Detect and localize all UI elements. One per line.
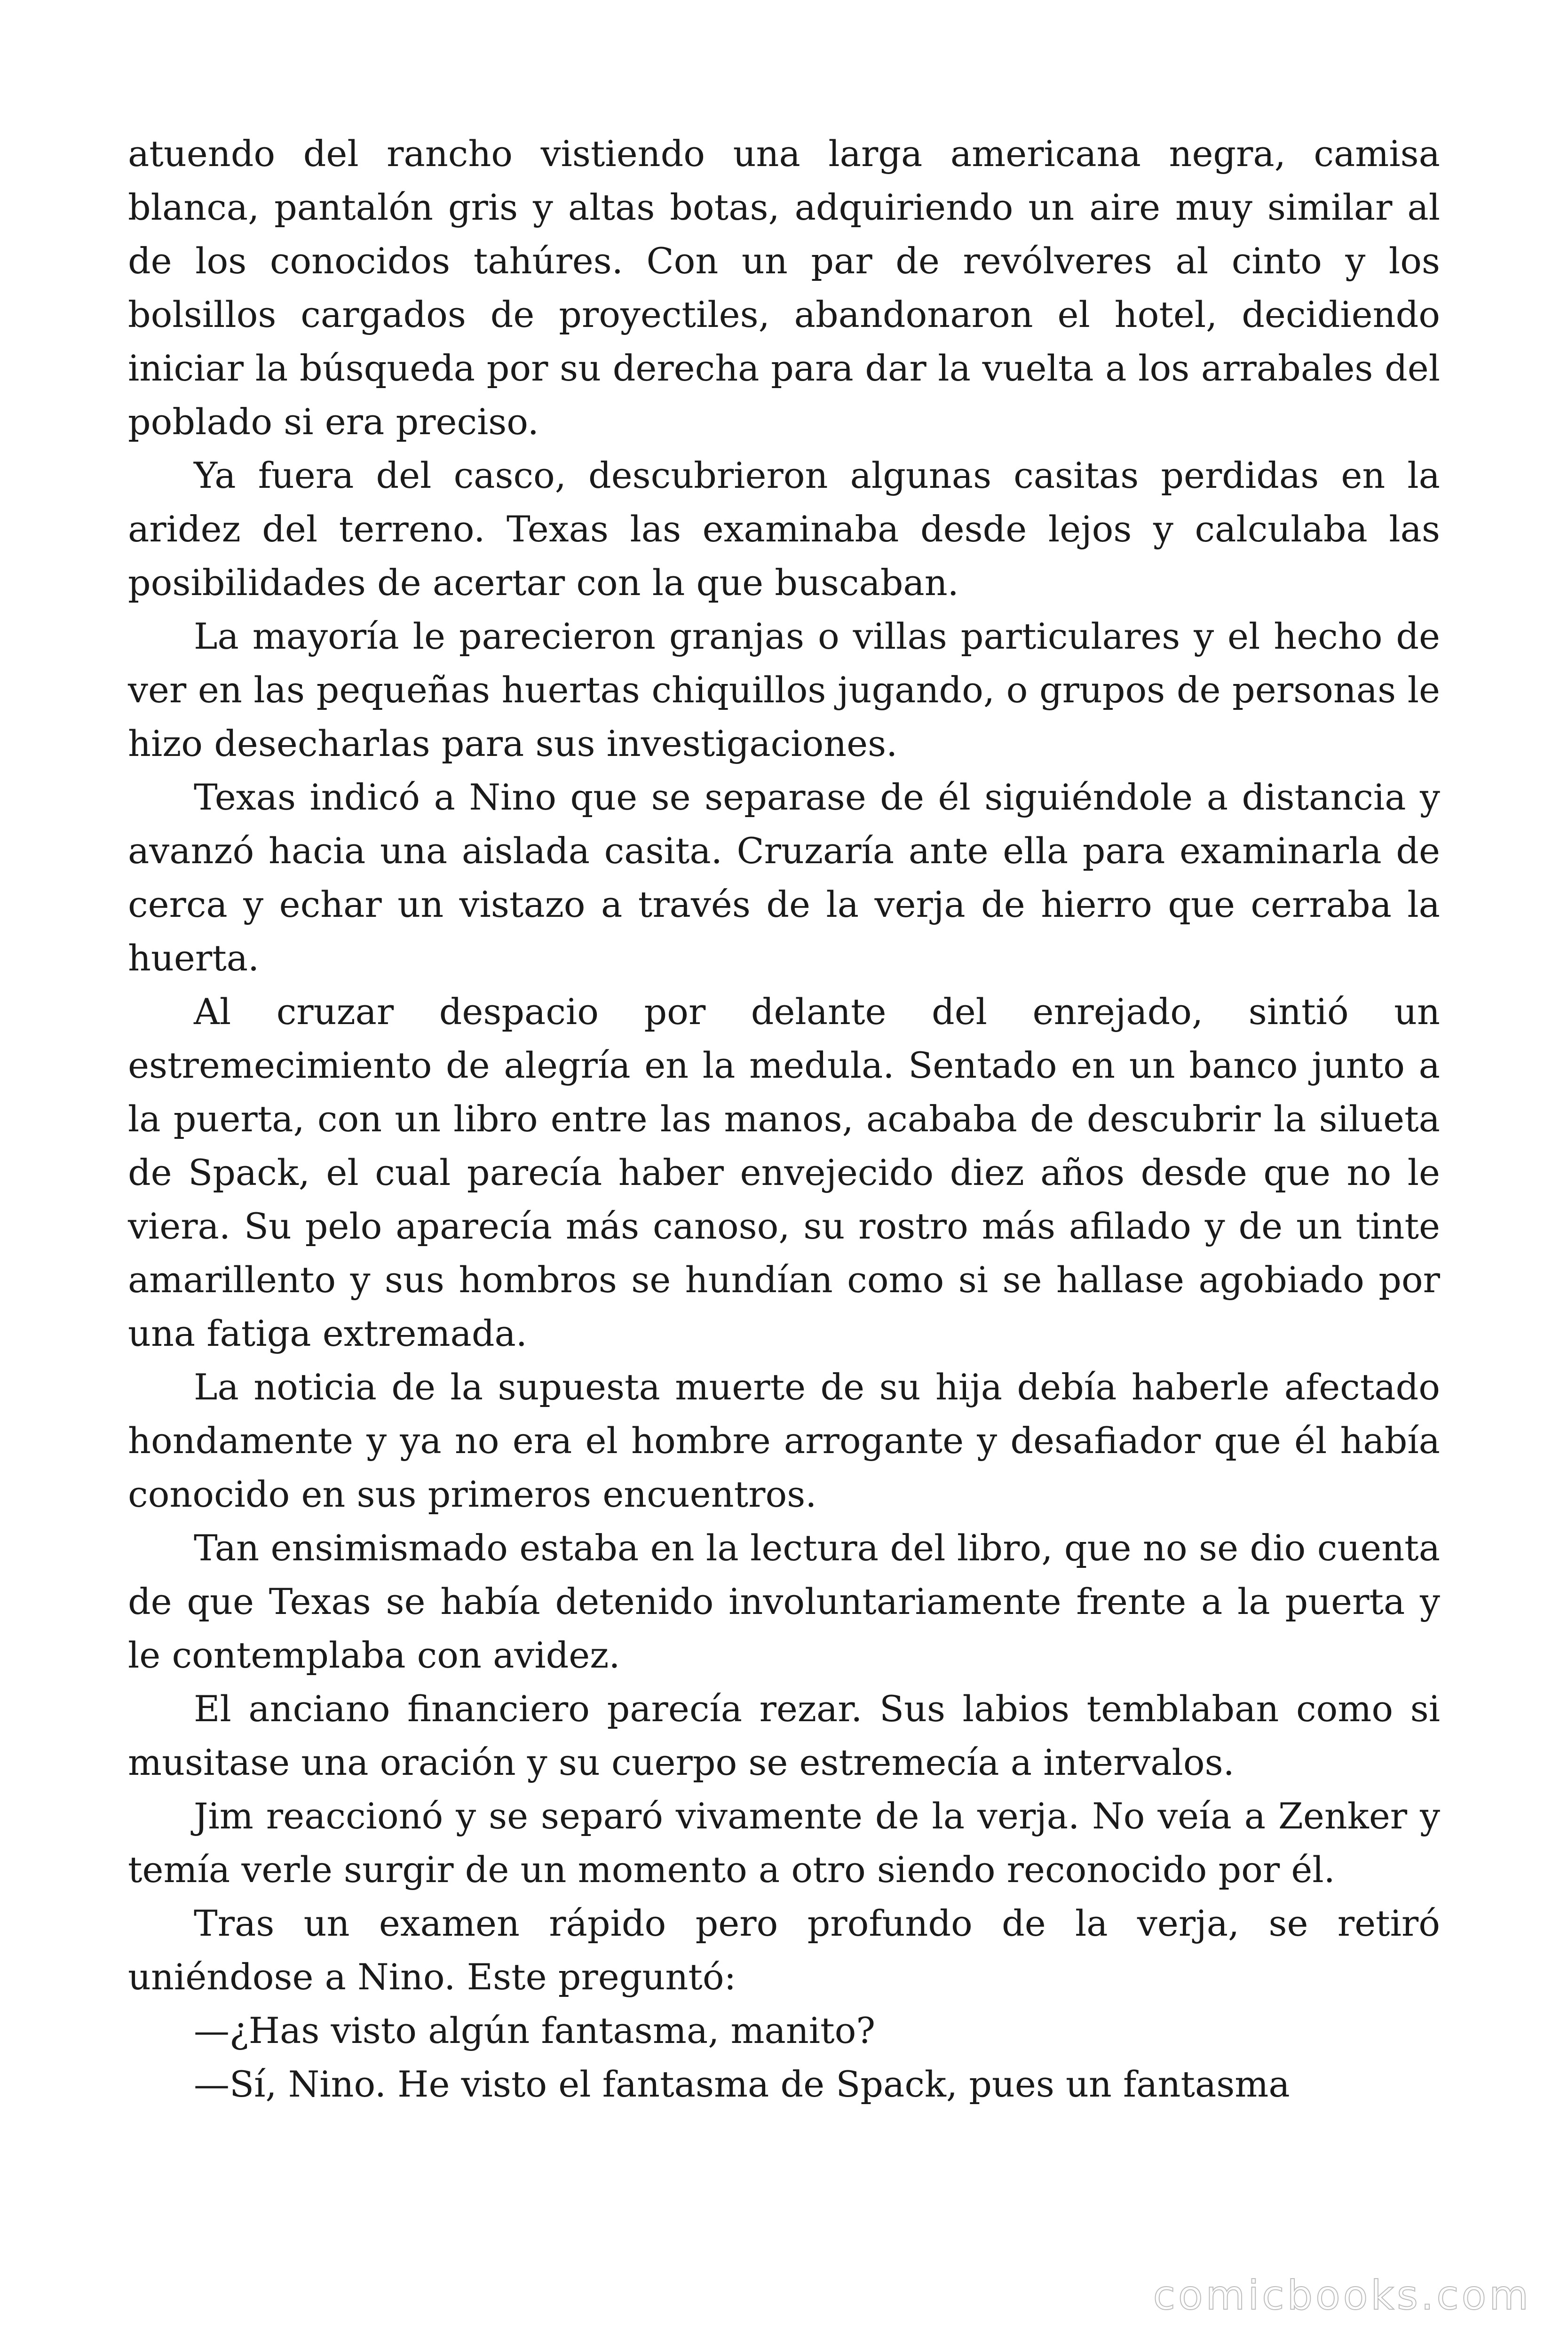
paragraph-1: atuendo del rancho vistiendo una larga americana negra, camisa blanca, pantalón gris y altas botas, adquiriendo un aire muy similar al de los conocidos tahúres. Con un par de revólveres al cinto y los bolsillos cargados de proyectiles, abandonaron el hotel, decidiendo iniciar la búsqueda por su derecha para dar la vuelta a los arrabales del poblado si era preciso. bbox=[128, 133, 1440, 443]
paragraph-4: Texas indicó a Nino que se separase de él siguiéndole a distancia y avanzó hacia una aislada casita. Cruzaría ante ella para examinarla de cerca y echar un vistazo a través de la verja de hierro que cerraba la huerta. bbox=[128, 776, 1440, 979]
paragraph-7: Tan ensimismado estaba en la lectura del libro, que no se dio cuenta de que Texas se había detenido involuntariamente frente a la puerta y le contemplaba con avidez. bbox=[128, 1527, 1440, 1676]
paragraph-10: Tras un examen rápido pero profundo de la verja, se retiró uniéndose a Nino. Este preguntó: bbox=[128, 1902, 1440, 1998]
paragraph-3: La mayoría le parecieron granjas o villas particulares y el hecho de ver en las pequeñas huertas chiquillos jugando, o grupos de personas le hizo desecharlas para sus investigaciones. bbox=[128, 615, 1440, 764]
paragraph-9: Jim reaccionó y se separó vivamente de la verja. No veía a Zenker y temía verle surgir de un momento a otro siendo reconocido por él. bbox=[128, 1795, 1440, 1891]
paragraph-2: Ya fuera del casco, descubrieron algunas casitas perdidas en la aridez del terreno. Texas las examinaba desde lejos y calculaba las posibilidades de acertar con la que buscaban. bbox=[128, 454, 1440, 604]
dialogue-line-2: —Sí, Nino. He visto el fantasma de Spack, pues un fantasma bbox=[194, 2063, 1290, 2105]
paragraph-8: El anciano financiero parecía rezar. Sus labios temblaban como si musitase una oración y su cuerpo se estremecía a intervalos. bbox=[128, 1688, 1440, 1783]
dialogue-line-1: —¿Has visto algún fantasma, manito? bbox=[194, 2010, 876, 2051]
paragraph-5: Al cruzar despacio por delante del enrejado, sintió un estremecimiento de alegría en la medula. Sentado en un banco junto a la puerta, con un libro entre las manos, acababa de descubrir la silueta de Spack, el cual parecía haber envejecido diez años desde que no le viera. Su pelo aparecía más canoso, su rostro más afilado y de un tinte amarillento y sus hombros se hundían como si se hallase agobiado por una fatiga extremada. bbox=[128, 991, 1440, 1354]
book-page-text bbox=[128, 127, 1440, 2111]
paragraph-6: La noticia de la supuesta muerte de su hija debía haberle afectado hondamente y ya no era el hombre arrogante y desafiador que él había conocido en sus primeros encuentros. bbox=[128, 1366, 1440, 1515]
watermark-logo: comicbooks.com bbox=[1153, 2272, 1531, 2319]
